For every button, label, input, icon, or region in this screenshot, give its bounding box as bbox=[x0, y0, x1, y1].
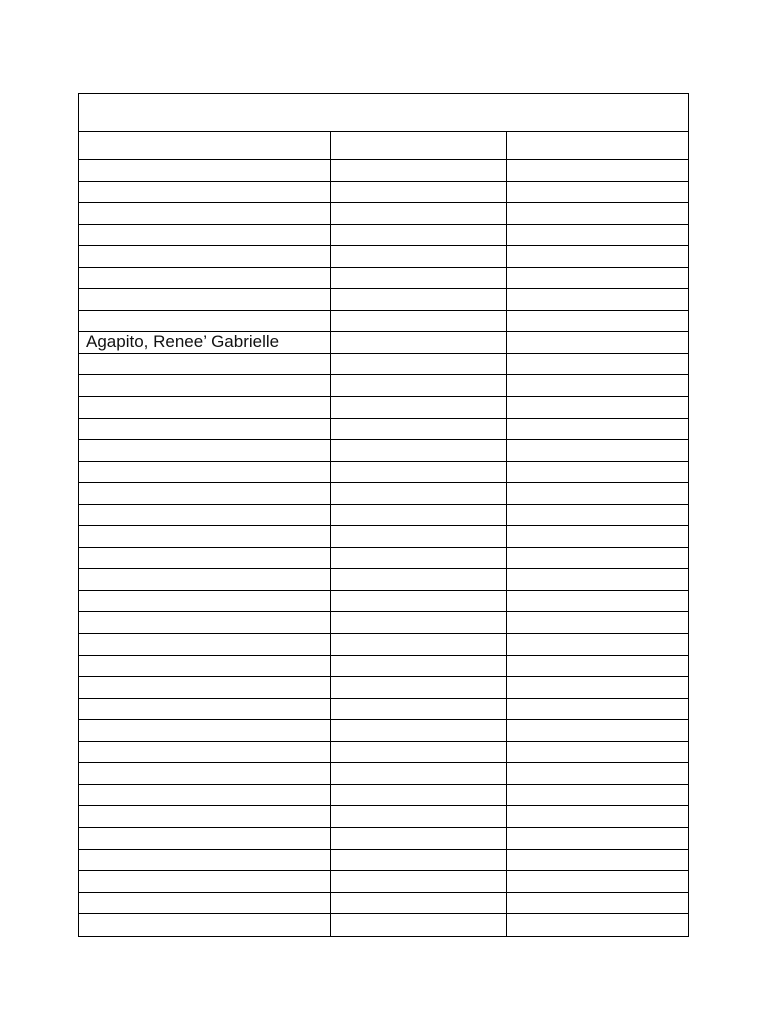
table-cell bbox=[331, 548, 507, 569]
table-cell bbox=[507, 677, 688, 698]
table-cell bbox=[507, 483, 688, 504]
table-cell bbox=[79, 462, 331, 483]
table-cell bbox=[507, 699, 688, 720]
table-cell bbox=[79, 612, 331, 633]
table-cell bbox=[79, 483, 331, 504]
column-header-3 bbox=[507, 132, 688, 159]
table-cell bbox=[331, 483, 507, 504]
table-cell bbox=[507, 720, 688, 741]
table-cell bbox=[331, 182, 507, 203]
table-cell bbox=[79, 850, 331, 871]
table-cell bbox=[79, 289, 331, 310]
table-row bbox=[79, 483, 688, 505]
table-cell bbox=[331, 634, 507, 655]
table-cell bbox=[507, 591, 688, 612]
table-row bbox=[79, 742, 688, 764]
table-cell bbox=[331, 742, 507, 763]
table-cell bbox=[79, 268, 331, 289]
table-row bbox=[79, 871, 688, 893]
table-row bbox=[79, 225, 688, 247]
table-cell bbox=[79, 375, 331, 396]
table-row bbox=[79, 569, 688, 591]
table-cell bbox=[79, 311, 331, 332]
table-row bbox=[79, 311, 688, 333]
table-row bbox=[79, 763, 688, 785]
table-title-cell bbox=[79, 94, 688, 132]
table-cell bbox=[507, 785, 688, 806]
table-cell bbox=[79, 246, 331, 267]
table-row bbox=[79, 289, 688, 311]
table-body bbox=[79, 160, 688, 936]
table-cell bbox=[507, 311, 688, 332]
table-cell bbox=[79, 419, 331, 440]
table-cell bbox=[79, 893, 331, 914]
table-cell bbox=[507, 871, 688, 892]
table-cell bbox=[331, 246, 507, 267]
table-row bbox=[79, 720, 688, 742]
table-row bbox=[79, 332, 688, 354]
table-cell bbox=[79, 806, 331, 827]
table-cell bbox=[507, 634, 688, 655]
table-cell bbox=[331, 526, 507, 547]
table-row bbox=[79, 677, 688, 699]
table-cell bbox=[507, 268, 688, 289]
table-cell bbox=[507, 225, 688, 246]
table-cell bbox=[331, 397, 507, 418]
table-cell bbox=[331, 505, 507, 526]
table-cell bbox=[331, 225, 507, 246]
table-row bbox=[79, 828, 688, 850]
table-cell bbox=[331, 160, 507, 181]
table-row bbox=[79, 354, 688, 376]
table-cell bbox=[79, 225, 331, 246]
table-cell bbox=[507, 246, 688, 267]
table-cell bbox=[507, 763, 688, 784]
table-cell bbox=[331, 893, 507, 914]
table-cell bbox=[331, 268, 507, 289]
table-cell bbox=[79, 914, 331, 936]
table-cell bbox=[507, 462, 688, 483]
table-cell bbox=[507, 612, 688, 633]
table-cell bbox=[331, 569, 507, 590]
table-cell bbox=[79, 354, 331, 375]
table-cell bbox=[507, 332, 688, 353]
table-cell bbox=[79, 871, 331, 892]
table-cell bbox=[331, 289, 507, 310]
table-row bbox=[79, 612, 688, 634]
table-cell bbox=[507, 419, 688, 440]
table-row bbox=[79, 785, 688, 807]
table-cell bbox=[331, 462, 507, 483]
table-header-row bbox=[79, 132, 688, 160]
table-cell bbox=[331, 354, 507, 375]
table-cell bbox=[331, 828, 507, 849]
table-cell bbox=[507, 548, 688, 569]
table-cell bbox=[507, 806, 688, 827]
table-cell bbox=[79, 785, 331, 806]
table-cell bbox=[507, 203, 688, 224]
table-cell bbox=[507, 850, 688, 871]
table-cell bbox=[79, 656, 331, 677]
table-cell bbox=[79, 591, 331, 612]
table-cell bbox=[331, 720, 507, 741]
table-cell bbox=[507, 526, 688, 547]
table-row bbox=[79, 656, 688, 678]
table-row bbox=[79, 419, 688, 441]
table-cell bbox=[331, 332, 507, 353]
table-cell bbox=[331, 785, 507, 806]
table-cell bbox=[331, 612, 507, 633]
table-cell bbox=[507, 289, 688, 310]
table-cell bbox=[79, 742, 331, 763]
table-cell bbox=[331, 375, 507, 396]
table-row bbox=[79, 462, 688, 484]
table-row bbox=[79, 526, 688, 548]
table-row bbox=[79, 160, 688, 182]
table-row bbox=[79, 591, 688, 613]
table-cell bbox=[507, 397, 688, 418]
table-cell bbox=[79, 526, 331, 547]
table-cell bbox=[331, 591, 507, 612]
table-row bbox=[79, 914, 688, 936]
table-row bbox=[79, 699, 688, 721]
table-row bbox=[79, 850, 688, 872]
table-row bbox=[79, 806, 688, 828]
table-cell bbox=[331, 419, 507, 440]
table-cell bbox=[79, 160, 331, 181]
table-cell bbox=[331, 677, 507, 698]
table-row bbox=[79, 203, 688, 225]
table-cell bbox=[331, 440, 507, 461]
table-cell bbox=[507, 440, 688, 461]
table-cell bbox=[331, 699, 507, 720]
table-cell bbox=[79, 203, 331, 224]
table-cell bbox=[507, 893, 688, 914]
table-row bbox=[79, 893, 688, 915]
table-row bbox=[79, 246, 688, 268]
table-cell bbox=[331, 311, 507, 332]
table-cell bbox=[507, 742, 688, 763]
table-row bbox=[79, 548, 688, 570]
table-cell bbox=[331, 850, 507, 871]
column-header-2 bbox=[331, 132, 507, 159]
table-cell bbox=[331, 203, 507, 224]
table-cell bbox=[79, 699, 331, 720]
table-cell bbox=[331, 871, 507, 892]
table-cell bbox=[79, 505, 331, 526]
table-cell bbox=[331, 806, 507, 827]
table-cell bbox=[79, 634, 331, 655]
table-cell bbox=[507, 505, 688, 526]
table-cell bbox=[79, 720, 331, 741]
table-cell bbox=[507, 828, 688, 849]
table-cell bbox=[79, 182, 331, 203]
table-row bbox=[79, 634, 688, 656]
table-row bbox=[79, 182, 688, 204]
table-row bbox=[79, 505, 688, 527]
table-cell bbox=[507, 569, 688, 590]
table-cell bbox=[507, 160, 688, 181]
table-cell bbox=[79, 828, 331, 849]
roster-table bbox=[78, 93, 689, 937]
table-cell bbox=[507, 375, 688, 396]
table-cell bbox=[79, 440, 331, 461]
table-cell bbox=[507, 656, 688, 677]
table-cell bbox=[507, 354, 688, 375]
table-cell bbox=[79, 677, 331, 698]
table-cell bbox=[331, 656, 507, 677]
table-cell bbox=[507, 914, 688, 936]
table-row bbox=[79, 268, 688, 290]
table-cell bbox=[79, 397, 331, 418]
table-cell bbox=[79, 763, 331, 784]
table-row bbox=[79, 397, 688, 419]
table-cell: Agapito, Renee’ Gabrielle bbox=[79, 332, 331, 353]
column-header-1 bbox=[79, 132, 331, 159]
table-cell bbox=[79, 569, 331, 590]
table-row bbox=[79, 440, 688, 462]
table-cell bbox=[331, 914, 507, 936]
table-cell bbox=[507, 182, 688, 203]
table-cell bbox=[331, 763, 507, 784]
table-row bbox=[79, 375, 688, 397]
table-cell bbox=[79, 548, 331, 569]
